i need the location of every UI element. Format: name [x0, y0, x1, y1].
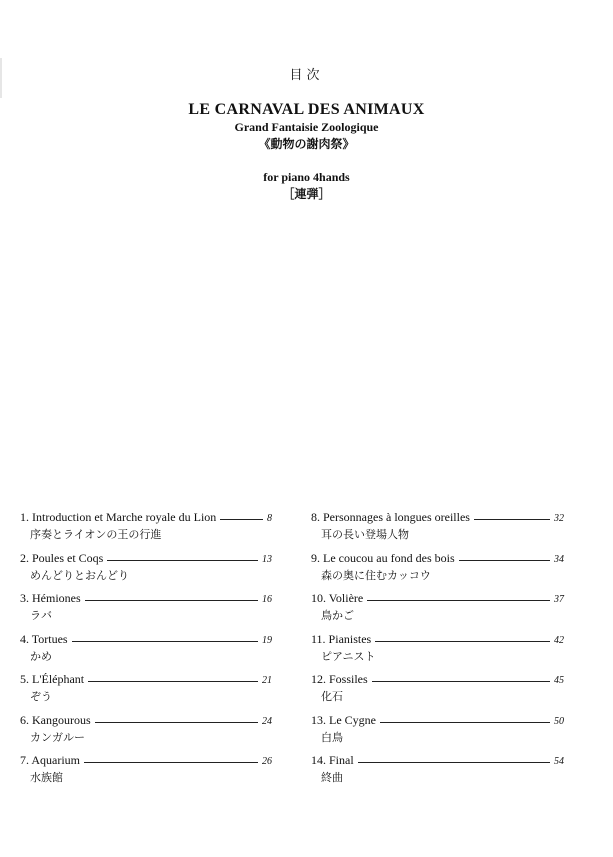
toc-entry-title: 4. Tortues [20, 631, 68, 646]
toc-leader-line [375, 641, 550, 642]
toc-leader-line [367, 600, 550, 601]
toc-entry-page: 24 [262, 715, 272, 727]
toc-entry-page: 34 [554, 553, 564, 565]
toc-entry-title-japanese: 終曲 [321, 772, 343, 784]
toc-entry-page: 37 [554, 594, 564, 605]
toc-leader-line [380, 722, 550, 723]
toc-entry-page: 54 [554, 756, 564, 767]
toc-entry-title-japanese: 鳥かご [321, 610, 354, 622]
toc-entry[interactable] [311, 632, 564, 673]
toc-entry-page: 13 [262, 553, 272, 565]
toc-entry[interactable] [20, 591, 272, 632]
toc-entry-title-japanese: 森の奥に住むカッコウ [321, 569, 431, 582]
toc-entry-title-japanese: 水族館 [30, 772, 63, 784]
toc-entry-title-japanese: 耳の長い登場人物 [321, 529, 409, 541]
toc-leader-line [107, 560, 258, 561]
toc-leader-line [95, 722, 258, 723]
toc-entry[interactable] [311, 672, 564, 713]
toc-entry[interactable] [20, 672, 272, 713]
toc-entry[interactable] [20, 632, 272, 673]
toc-column-left [20, 510, 272, 794]
toc-entry-title-japanese: かめ [30, 650, 52, 663]
toc-leader-line [358, 762, 550, 763]
toc-leader-line [474, 519, 550, 520]
toc-entry-title: 5. L'Éléphant [20, 672, 85, 686]
toc-entry-title: 14. Final [311, 753, 354, 767]
toc-entry-title-japanese: ラバ [30, 610, 52, 622]
toc-entry[interactable] [311, 551, 564, 592]
toc-entry[interactable] [311, 510, 564, 551]
toc-entry-page: 42 [554, 634, 564, 646]
instrumentation-japanese: ［連弾］ [282, 187, 331, 201]
instrumentation: for piano 4hands [263, 170, 350, 184]
toc-entry-title: 1. Introduction et Marche royale du Lion [20, 510, 217, 524]
work-subtitle: Grand Fantaisie Zoologique [234, 120, 379, 134]
toc-entry[interactable] [311, 591, 564, 632]
toc-entry-title-japanese: めんどりとおんどり [30, 569, 129, 582]
toc-leader-line [88, 681, 258, 682]
toc-entry-title: 6. Kangourous [20, 712, 91, 727]
toc-leader-line [459, 560, 550, 561]
toc-entry[interactable] [20, 551, 272, 592]
toc-entry[interactable] [311, 753, 564, 794]
toc-entry-title: 11. Pianistes [311, 631, 372, 646]
toc-entry-page: 32 [554, 513, 564, 524]
toc-leader-line [372, 681, 550, 682]
toc-entry-title: 12. Fossiles [311, 672, 368, 686]
toc-column-right [311, 510, 564, 794]
toc-entry[interactable] [20, 753, 272, 794]
toc-entry-title: 3. Hémiones [20, 591, 81, 605]
toc-entry-page: 19 [262, 634, 272, 646]
toc-entry-title: 13. Le Cygne [311, 712, 376, 727]
toc-leader-line [84, 762, 258, 763]
toc-entry-title: 10. Volière [311, 591, 364, 605]
toc-entry-title-japanese: ピアニスト [321, 650, 376, 663]
toc-entry-page: 16 [262, 594, 272, 605]
toc-entry-title: 2. Poules et Coqs [20, 550, 104, 565]
toc-entry[interactable] [20, 510, 272, 551]
toc-entry-title-japanese: 序奏とライオンの王の行進 [30, 529, 162, 541]
toc-entry-page: 21 [262, 675, 272, 686]
toc-entry-page: 50 [554, 715, 564, 727]
toc-entry-page: 8 [267, 513, 272, 524]
toc-entry-title-japanese: 化石 [321, 691, 343, 703]
toc-entry-title-japanese: 白鳥 [321, 731, 343, 744]
toc-entry-page: 26 [262, 756, 272, 767]
contents-heading: 目次 [289, 67, 324, 82]
work-title: LE CARNAVAL DES ANIMAUX [188, 101, 425, 118]
toc-entry-title: 9. Le coucou au fond des bois [311, 550, 455, 565]
toc-leader-line [85, 600, 258, 601]
toc-entry[interactable] [20, 713, 272, 754]
toc-entry-page: 45 [554, 675, 564, 686]
toc-entry-title: 7. Aquarium [20, 753, 80, 767]
toc-leader-line [220, 519, 263, 520]
toc-entry-title-japanese: カンガルー [30, 731, 85, 744]
toc-leader-line [72, 641, 258, 642]
work-title-japanese: 《動物の謝肉祭》 [258, 137, 355, 151]
toc-entry[interactable] [311, 713, 564, 754]
toc-entry-title: 8. Personnages à longues oreilles [311, 510, 470, 524]
toc-entry-title-japanese: ぞう [30, 691, 52, 703]
